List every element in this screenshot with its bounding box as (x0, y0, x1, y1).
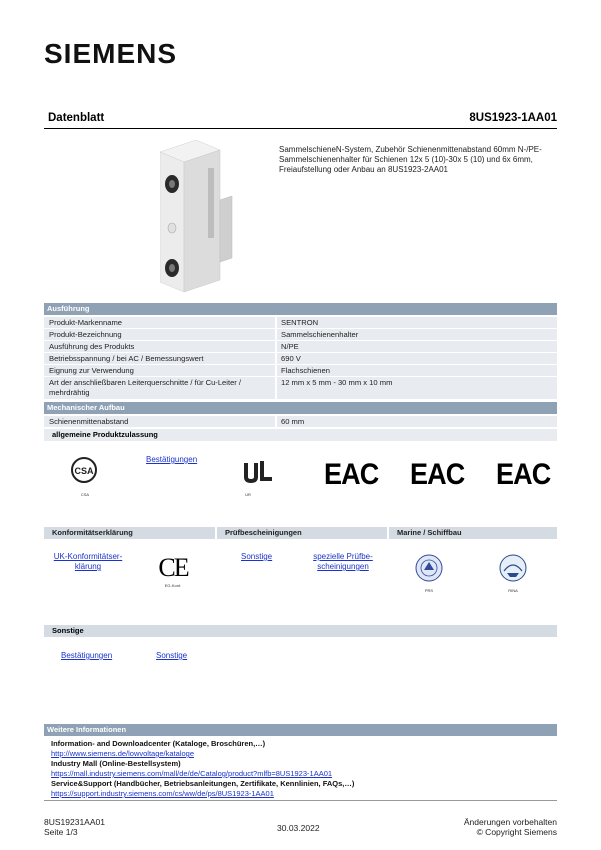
product-number: 8US1923-1AA01 (469, 112, 557, 124)
datasheet-label: Datenblatt (48, 112, 105, 124)
rina-sub: RINA (508, 588, 518, 593)
row-key: Produkt-Bezeichnung (44, 329, 275, 340)
ul-sub: UR (245, 492, 251, 497)
info-title-download: Information- and Downloadcenter (Kataloge, Broschüren,…) (51, 739, 266, 748)
section-sonstige: Sonstige (44, 625, 557, 637)
row-value: Sammelschienenhalter (277, 329, 557, 340)
uk-conformity-link[interactable]: UK-Konformitätser-klärung (53, 552, 123, 571)
info-title-mall: Industry Mall (Online-Bestellsystem) (51, 759, 181, 768)
product-description: SammelschieneN-System, Zubehör Schienenmittenabstand 60mm N-/PE-Sammelschienenhalter für Schienen 12x 5 (10)-30x 5 (10) und 6x 6mm, Freiaufstellung oder Anbau an 8US1923-2AA01 (279, 145, 542, 174)
info-title-support: Service&Support (Handbücher, Betriebsanleitungen, Zertifikate, Kennlinien, FAQs,…) (51, 779, 355, 788)
info-link-download[interactable]: http://www.siemens.de/lowvoltage/kataloge (51, 749, 194, 758)
prs-logo-icon (414, 553, 444, 593)
row-value: 690 V (277, 353, 557, 364)
csa-sub: CSA (80, 492, 90, 497)
footer-copyright: © Copyright Siemens (476, 827, 557, 837)
row-value: 60 mm (277, 416, 557, 427)
prs-sub: PRS (424, 588, 434, 593)
ul-logo-icon (238, 457, 278, 497)
eac-logo-1: EAC (324, 458, 379, 491)
table-row (44, 365, 557, 376)
row-value: N/PE (277, 341, 557, 352)
sonstige-bestaetigungen-link[interactable]: Bestätigungen (61, 651, 113, 660)
table-row (44, 329, 557, 340)
table-row (44, 416, 557, 427)
row-value: SENTRON (277, 317, 557, 328)
info-link-support[interactable]: https://support.industry.siemens.com/cs/ww/de/ps/8US1923-1AA01 (51, 789, 274, 798)
row-key: Betriebsspannung / bei AC / Bemessungswert (44, 353, 275, 364)
section-weitere: Weitere Informationen (44, 724, 557, 736)
section-mechanisch: Mechanischer Aufbau (44, 402, 557, 414)
row-value: Flachschienen (277, 365, 557, 376)
table-row (44, 341, 557, 352)
section-ausfuehrung: Ausführung (44, 303, 557, 315)
footer-changes: Änderungen vorbehalten (463, 817, 557, 827)
ce-logo-icon: CE EG-Konf. (156, 553, 190, 588)
ce-sub: EG-Konf. (164, 583, 182, 588)
header-divider (44, 128, 557, 129)
bestaetigungen-link[interactable]: Bestätigungen (146, 455, 198, 464)
marine-header (389, 527, 557, 539)
sonstige-link[interactable]: Sonstige (156, 651, 188, 660)
conformity-header (44, 527, 215, 539)
pruef-label: Prüfbescheinigungen (225, 528, 302, 537)
sonstige-pruef-link[interactable]: Sonstige (241, 552, 273, 561)
spezielle-pruef-link[interactable]: spezielle Prüfbe-scheinigungen (313, 552, 373, 571)
siemens-logo: SIEMENS (44, 38, 178, 69)
row-key: Ausführung des Produkts (44, 341, 275, 352)
csa-mark-text: CSA (74, 466, 94, 476)
row-key: Schienenmittenabstand (44, 416, 275, 427)
eac-logo-2: EAC (410, 458, 465, 491)
pruef-header (217, 527, 387, 539)
eac-logo-3: EAC (496, 458, 551, 491)
footer-code: 8US19231AA01 (44, 817, 105, 827)
table-row (44, 317, 557, 328)
info-divider (44, 800, 557, 801)
row-value: 12 mm x 5 mm - 30 mm x 10 mm (277, 377, 557, 399)
row-key: Art der anschließbaren Leiterquerschnitte / für Cu-Leiter / mehrdrähtig (44, 377, 275, 399)
info-link-mall[interactable]: https://mall.industry.siemens.com/mall/de/de/Catalog/product?mlfb=8US1923-1AA01 (51, 769, 333, 778)
row-key: Eignung zur Verwendung (44, 365, 275, 376)
table-row (44, 353, 557, 364)
konformitaet-label: Konformitätserklärung (52, 528, 133, 537)
rina-logo-icon (498, 553, 528, 593)
marine-label: Marine / Schiffbau (397, 528, 462, 537)
footer-page: Seite 1/3 (44, 827, 78, 837)
row-key: Produkt-Markenname (44, 317, 275, 328)
product-image (160, 140, 260, 295)
table-row (44, 377, 557, 399)
section-zulassung: allgemeine Produktzulassung (44, 429, 557, 441)
footer-date: 30.03.2022 (277, 823, 320, 833)
csa-logo-icon (68, 455, 102, 495)
